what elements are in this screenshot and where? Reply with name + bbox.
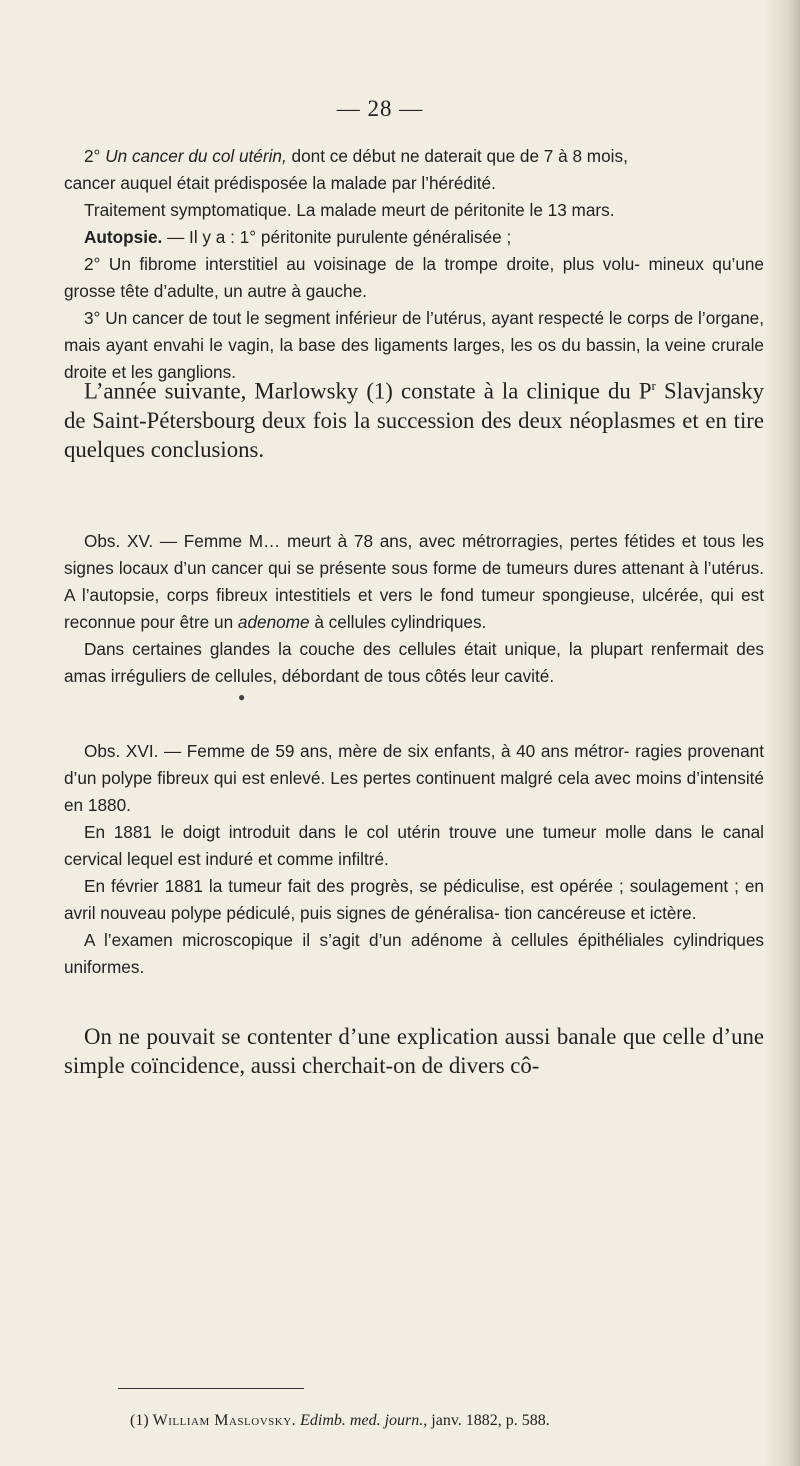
- paragraph-fibrome: 2° Un fibrome interstitiel au voisinage de la trompe droite, plus volu- mineux qu’une grosse tête d’adulte, un autre à gauche.: [64, 254, 764, 301]
- autopsy-heading: Autopsie.: [84, 227, 163, 247]
- line-autopsy: Autopsie. — Il y a : 1° péritonite purulente généralisée ;: [84, 227, 512, 247]
- italic-cancer-col: Un cancer du col utérin,: [105, 146, 287, 166]
- marlowsky-paragraph: L’année suivante, Marlowsky (1) constate à la clinique du $P^r$ Slavjansky de Saint-Pétersbourg deux fois la succession des deux néoplasmes et en tire quelques conclusions.: [64, 378, 764, 462]
- professor-superscript: r: [651, 378, 656, 393]
- line-heredity: cancer auquel était prédisposée la malade par l’hérédité.: [64, 173, 496, 193]
- ink-speck: ●: [238, 690, 246, 704]
- obs-xvi-paragraph-1: Obs. XVI. — Femme de 59 ans, mère de six enfants, à 40 ans métror- ragies provenant d’un polype fibreux qui est enlevé. Les pertes continuent malgré cela avec moins d’intensité en 1880.: [64, 741, 764, 815]
- paragraph-cancer-segment: 3° Un cancer de tout le segment inférieur de l’utérus, ayant respecté le corps de l’organe, mais ayant envahi le vagin, la base des ligaments larges, les os du bassin, la veine crurale droite et les ganglions.: [64, 308, 764, 382]
- obs-xvi-paragraph-4: A l’examen microscopique il s’agit d’un adénome à cellules épithéliales cylindriques uniformes.: [64, 930, 764, 977]
- page-number: — 28 —: [336, 96, 424, 121]
- line-cancer-col: 2° Un cancer du col utérin, dont ce début ne daterait que de 7 à 8 mois,: [84, 146, 628, 166]
- observation-xvi: [64, 738, 764, 981]
- footnote: (1) William Maslovsky. Edimb. med. journ., janv. 1882, p. 588.: [130, 1412, 550, 1429]
- obs-xvi-paragraph-3: En février 1881 la tumeur fait des progrès, se pédiculise, est opérée ; soulagement ; en avril nouveau polype pédiculé, puis signes de généralisa- tion cancéreuse et ictère.: [64, 876, 764, 923]
- obs-xvi-paragraph-2: En 1881 le doigt introduit dans le col utérin trouve une tumeur molle dans le canal cervical lequel est induré et comme infiltré.: [64, 822, 764, 869]
- footnote-rule: [118, 1388, 304, 1389]
- obs-xv-paragraph-1: Obs. XV. — Femme M… meurt à 78 ans, avec métrorragies, pertes fétides et tous les signes locaux d’un cancer qui se présente sous forme de tumeurs dures attenant à l’utérus. A l’autopsie, corps fibreux intestitiels et vers le fond tumeur spongieuse, ulcérée, qui est reconnue pour être un adenome à cellules cylindriques.: [64, 531, 764, 632]
- italic-adenome: adenome: [237, 612, 310, 632]
- line-treatment: Traitement symptomatique. La malade meurt de péritonite le 13 mars.: [84, 200, 615, 220]
- footnote-author: William Maslovsky.: [152, 1412, 297, 1429]
- final-paragraph: On ne pouvait se contenter d’une explication aussi banale que celle d’une simple coïncidence, aussi cherchait-on de divers cô-: [64, 1024, 764, 1078]
- page-edge-shadow: [764, 0, 800, 1466]
- obs-xv-paragraph-2: Dans certaines glandes la couche des cellules était unique, la plupart renfermait des amas irréguliers de cellules, débordant de tous côtés leur cavité.: [64, 639, 764, 686]
- case-summary-block: [64, 143, 764, 386]
- observation-xv: [64, 528, 764, 690]
- footnote-journal: Edimb. med. journ.,: [296, 1412, 428, 1429]
